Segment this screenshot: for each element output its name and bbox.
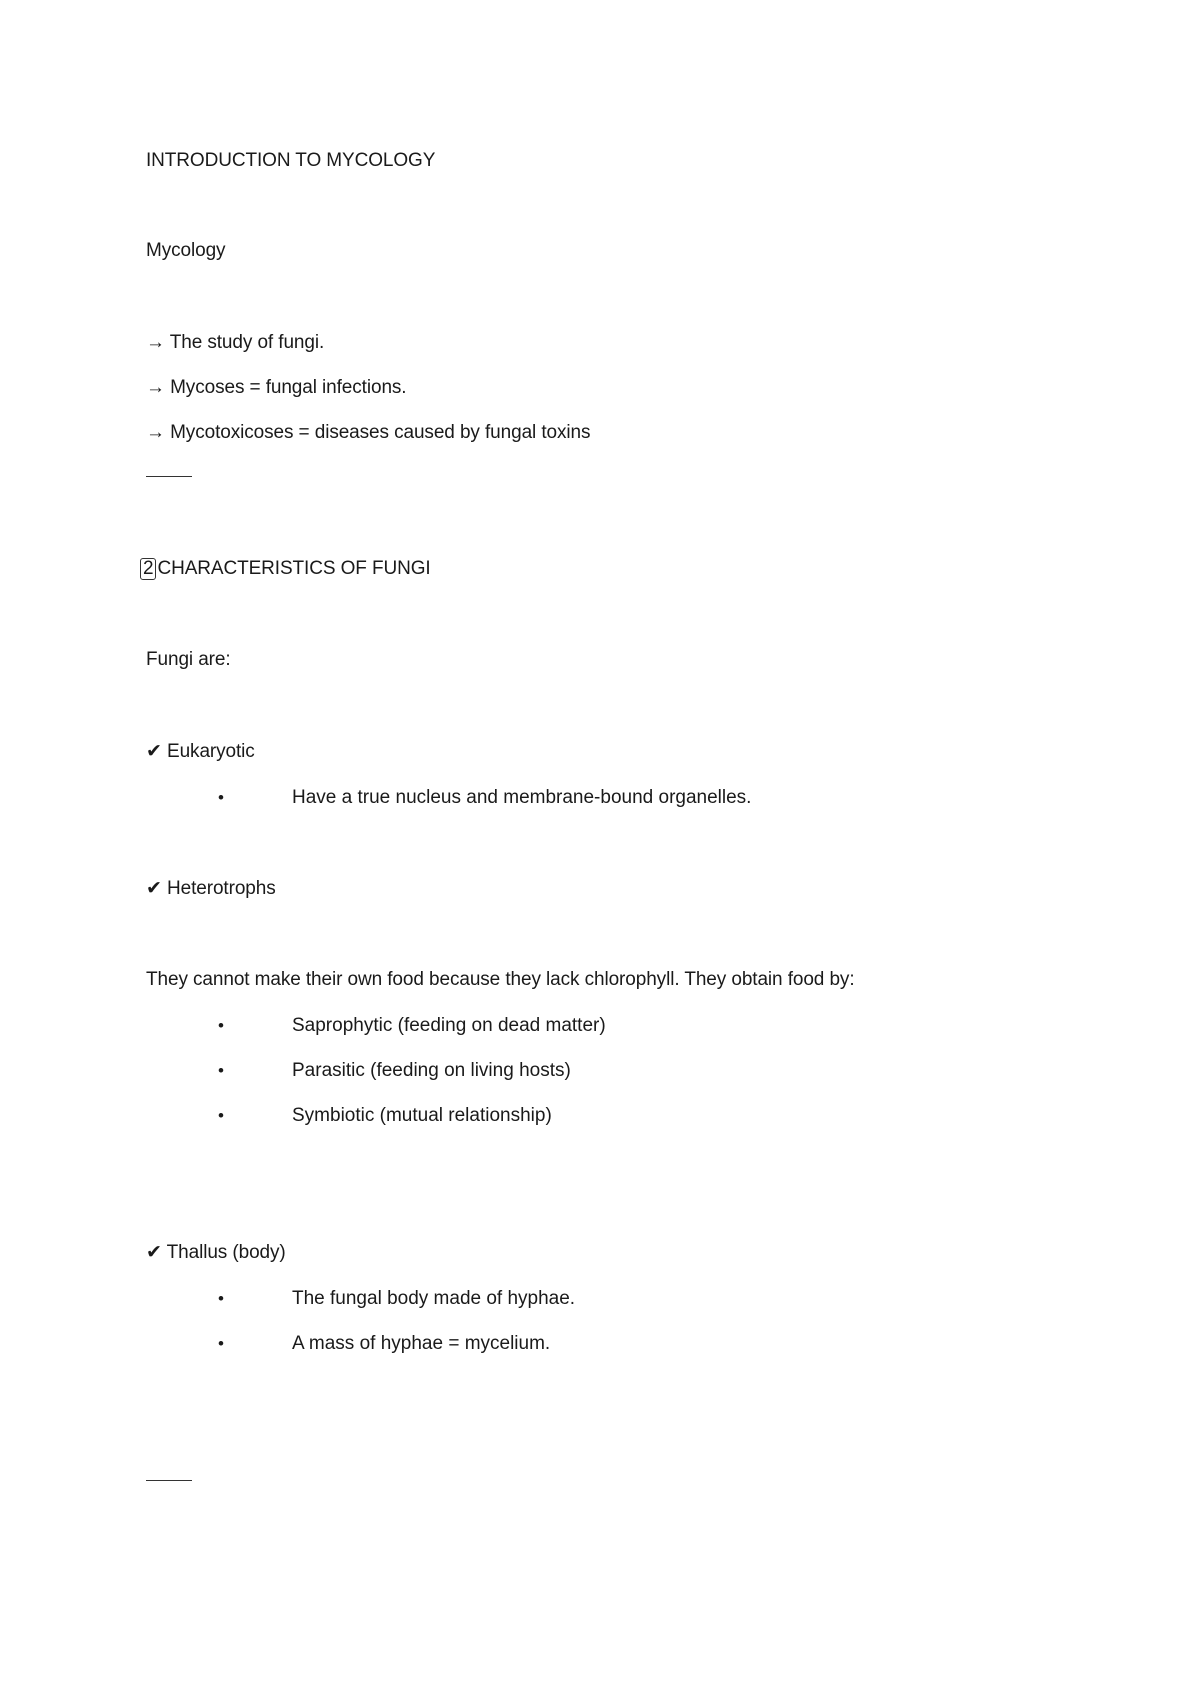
mycology-item-3: → Mycotoxicoses = diseases caused by fungal toxins: [146, 422, 591, 443]
list-item-text: A mass of hyphae = mycelium.: [292, 1333, 551, 1354]
characteristics-heading: [143, 557, 431, 581]
bullet-icon: •: [218, 788, 224, 807]
mycology-item-2: → Mycoses = fungal infections.: [146, 377, 407, 398]
heterotrophs-label: ✔ Heterotrophs: [146, 878, 276, 899]
list-item-text: Parasitic (feeding on living hosts): [292, 1060, 571, 1081]
bullet-icon: •: [218, 1061, 224, 1080]
mycology-item-1: → The study of fungi.: [146, 332, 325, 353]
bullet-icon: •: [218, 1289, 224, 1308]
section-number-badge: 2: [140, 558, 156, 580]
list-item-text: The fungal body made of hyphae.: [292, 1288, 576, 1309]
bullet-icon: •: [218, 1106, 224, 1125]
eukaryotic-label: ✔ Eukaryotic: [146, 741, 255, 762]
fungi-intro: Fungi are:: [146, 649, 231, 670]
bullet-icon: •: [218, 1016, 224, 1035]
list-item-text: Have a true nucleus and membrane-bound organelles.: [292, 787, 752, 808]
section-divider: [146, 476, 192, 477]
characteristics-heading-text: CHARACTERISTICS OF FUNGI: [157, 558, 431, 579]
list-item-text: Saprophytic (feeding on dead matter): [292, 1015, 606, 1036]
thallus-label: ✔ Thallus (body): [146, 1242, 286, 1263]
section-divider: [146, 1480, 192, 1481]
mycology-heading: Mycology: [146, 240, 226, 261]
heterotrophs-description: They cannot make their own food because they lack chlorophyll. They obtain food by:: [146, 969, 855, 990]
document-title: INTRODUCTION TO MYCOLOGY: [146, 150, 436, 171]
bullet-icon: •: [218, 1334, 224, 1353]
list-item-text: Symbiotic (mutual relationship): [292, 1105, 552, 1126]
